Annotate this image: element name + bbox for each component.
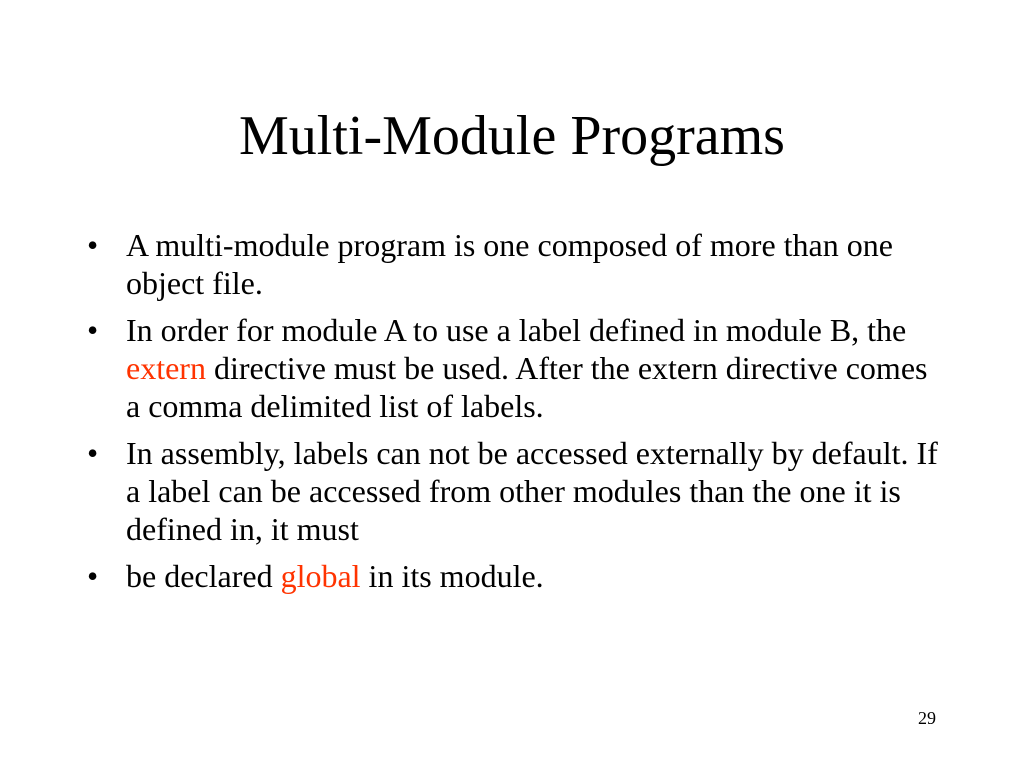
bullet-text-after: directive must be used. After the extern directive comes a comma delimited list of labels. [126,350,928,424]
bullet-list [86,226,946,604]
keyword-extern: extern [126,350,206,386]
bullet-item [86,434,946,548]
page-number: 29 [918,708,936,728]
keyword-global: global [280,558,361,594]
bullet-item [86,557,946,595]
bullet-marker: • [87,312,99,348]
slide-title: Multi-Module Programs [239,105,785,167]
bullet-marker: • [87,227,99,263]
bullet-text: In assembly, labels can not be accessed externally by default. If a label can be accessed from other modules than the one it is defined in, it must [126,435,938,547]
bullet-marker: • [87,435,99,471]
bullet-text-before: In order for module A to use a label defined in module B, the [126,312,907,348]
bullet-text: A multi-module program is one composed of more than one object file. [126,227,893,301]
bullet-text-before: be declared [126,558,281,594]
bullet-item [86,311,946,425]
bullet-item [86,226,946,302]
bullet-marker: • [87,558,99,594]
bullet-text-after: in its module. [360,558,544,594]
